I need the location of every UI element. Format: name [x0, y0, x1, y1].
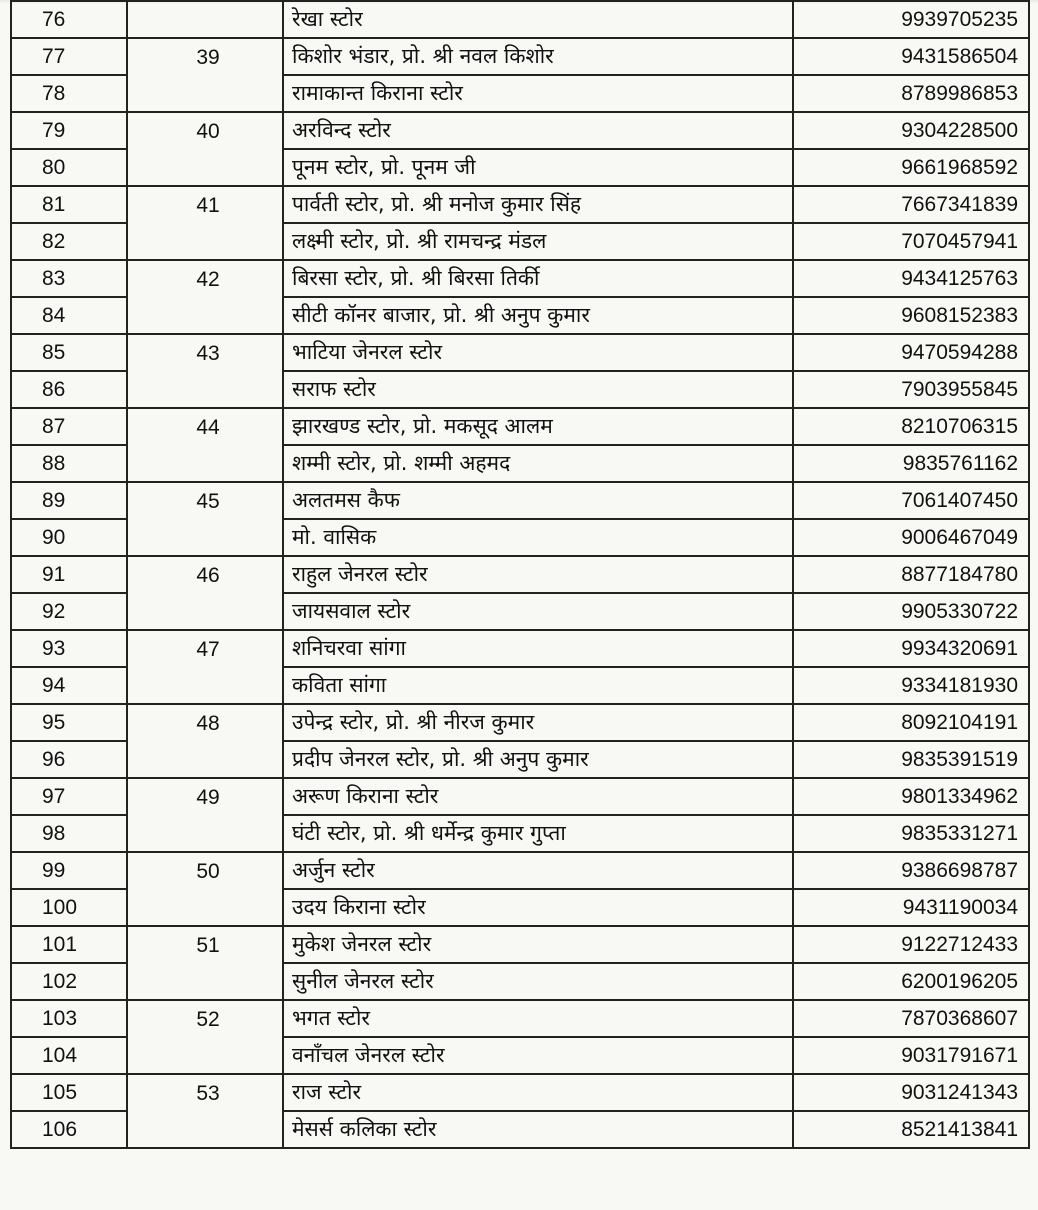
table-row [11, 408, 1029, 445]
serial-number-cell: 76 [11, 1, 127, 38]
store-name-cell: अलतमस कैफ [283, 482, 793, 519]
ward-number-cell [127, 852, 283, 926]
serial-number-cell: 94 [11, 667, 127, 704]
serial-number-cell: 101 [11, 926, 127, 963]
serial-number-cell: 92 [11, 593, 127, 630]
phone-number-cell: 9608152383 [793, 297, 1029, 334]
phone-number-cell: 9122712433 [793, 926, 1029, 963]
table-row [11, 112, 1029, 149]
store-list-table [10, 0, 1030, 1149]
table-row [11, 38, 1029, 75]
phone-number-cell: 9434125763 [793, 260, 1029, 297]
phone-number-cell: 9470594288 [793, 334, 1029, 371]
table-row [11, 260, 1029, 297]
ward-number: 53 [196, 1082, 220, 1105]
phone-number-cell: 6200196205 [793, 963, 1029, 1000]
store-name-cell: जायसवाल स्टोर [283, 593, 793, 630]
phone-number-cell: 8789986853 [793, 75, 1029, 112]
store-name-cell: कविता सांगा [283, 667, 793, 704]
store-name-cell: राहुल जेनरल स्टोर [283, 556, 793, 593]
store-name-cell: भाटिया जेनरल स्टोर [283, 334, 793, 371]
phone-number-cell: 7870368607 [793, 1000, 1029, 1037]
serial-number-cell: 88 [11, 445, 127, 482]
ward-number [128, 2, 282, 10]
ward-number: 47 [196, 638, 220, 661]
phone-number-cell: 9661968592 [793, 149, 1029, 186]
serial-number-cell: 80 [11, 149, 127, 186]
serial-number-cell: 86 [11, 371, 127, 408]
ward-number-cell [127, 1000, 283, 1074]
phone-number-cell: 9006467049 [793, 519, 1029, 556]
store-name-cell: किशोर भंडार, प्रो. श्री नवल किशोर [283, 38, 793, 75]
ward-number: 42 [196, 268, 220, 291]
phone-number-cell: 9835391519 [793, 741, 1029, 778]
table-row [11, 1000, 1029, 1037]
phone-number-cell: 7903955845 [793, 371, 1029, 408]
ward-number-cell [127, 334, 283, 408]
serial-number-cell: 104 [11, 1037, 127, 1074]
serial-number-cell: 100 [11, 889, 127, 926]
table-row [11, 482, 1029, 519]
store-name-cell: अर्जुन स्टोर [283, 852, 793, 889]
ward-number-cell [127, 482, 283, 556]
phone-number-cell: 8521413841 [793, 1111, 1029, 1148]
phone-number-cell: 9934320691 [793, 630, 1029, 667]
store-name-cell: राज स्टोर [283, 1074, 793, 1111]
store-list-body [11, 1, 1029, 1148]
ward-number-cell [127, 112, 283, 186]
phone-number-cell: 8092104191 [793, 704, 1029, 741]
phone-number-cell: 9386698787 [793, 852, 1029, 889]
ward-number: 49 [196, 786, 220, 809]
serial-number-cell: 87 [11, 408, 127, 445]
store-name-cell: लक्ष्मी स्टोर, प्रो. श्री रामचन्द्र मंडल [283, 223, 793, 260]
phone-number-cell: 9031791671 [793, 1037, 1029, 1074]
store-name-cell: शम्मी स्टोर, प्रो. शम्मी अहमद [283, 445, 793, 482]
serial-number-cell: 78 [11, 75, 127, 112]
ward-number: 48 [196, 712, 220, 735]
ward-number: 40 [196, 120, 220, 143]
serial-number-cell: 96 [11, 741, 127, 778]
ward-number-cell [127, 1074, 283, 1148]
ward-number: 43 [196, 342, 220, 365]
ward-number-cell [127, 1, 283, 38]
serial-number-cell: 90 [11, 519, 127, 556]
table-row [11, 186, 1029, 223]
phone-number-cell: 9431190034 [793, 889, 1029, 926]
store-name-cell: घंटी स्टोर, प्रो. श्री धर्मेन्द्र कुमार गुप्ता [283, 815, 793, 852]
store-name-cell: पार्वती स्टोर, प्रो. श्री मनोज कुमार सिंह [283, 186, 793, 223]
ward-number: 52 [196, 1008, 220, 1031]
phone-number-cell: 7061407450 [793, 482, 1029, 519]
serial-number-cell: 85 [11, 334, 127, 371]
store-name-cell: सीटी कॉनर बाजार, प्रो. श्री अनुप कुमार [283, 297, 793, 334]
ward-number-cell [127, 630, 283, 704]
store-name-cell: रामाकान्त किराना स्टोर [283, 75, 793, 112]
store-name-cell: प्रदीप जेनरल स्टोर, प्रो. श्री अनुप कुमार [283, 741, 793, 778]
serial-number-cell: 93 [11, 630, 127, 667]
store-name-cell: सराफ स्टोर [283, 371, 793, 408]
phone-number-cell: 7070457941 [793, 223, 1029, 260]
ward-number-cell [127, 186, 283, 260]
store-name-cell: शनिचरवा सांगा [283, 630, 793, 667]
serial-number-cell: 89 [11, 482, 127, 519]
store-name-cell: पूनम स्टोर, प्रो. पूनम जी [283, 149, 793, 186]
serial-number-cell: 99 [11, 852, 127, 889]
phone-number-cell: 9334181930 [793, 667, 1029, 704]
serial-number-cell: 102 [11, 963, 127, 1000]
phone-number-cell: 8877184780 [793, 556, 1029, 593]
phone-number-cell: 9939705235 [793, 1, 1029, 38]
table-row [11, 630, 1029, 667]
phone-number-cell: 9905330722 [793, 593, 1029, 630]
table-row [11, 1074, 1029, 1111]
serial-number-cell: 79 [11, 112, 127, 149]
ward-number: 46 [196, 564, 220, 587]
serial-number-cell: 84 [11, 297, 127, 334]
table-row [11, 778, 1029, 815]
phone-number-cell: 9031241343 [793, 1074, 1029, 1111]
table-row [11, 556, 1029, 593]
phone-number-cell: 9431586504 [793, 38, 1029, 75]
table-row [11, 852, 1029, 889]
store-name-cell: उदय किराना स्टोर [283, 889, 793, 926]
table-row [11, 926, 1029, 963]
serial-number-cell: 97 [11, 778, 127, 815]
ward-number: 51 [196, 934, 220, 957]
ward-number-cell [127, 556, 283, 630]
store-name-cell: मेसर्स कलिका स्टोर [283, 1111, 793, 1148]
store-name-cell: उपेन्द्र स्टोर, प्रो. श्री नीरज कुमार [283, 704, 793, 741]
store-name-cell: सुनील जेनरल स्टोर [283, 963, 793, 1000]
serial-number-cell: 82 [11, 223, 127, 260]
ward-number: 41 [196, 194, 220, 217]
ward-number-cell [127, 408, 283, 482]
table-row [11, 334, 1029, 371]
ward-number: 44 [196, 416, 220, 439]
phone-number-cell: 9801334962 [793, 778, 1029, 815]
serial-number-cell: 77 [11, 38, 127, 75]
ward-number-cell [127, 704, 283, 778]
ward-number-cell [127, 38, 283, 112]
serial-number-cell: 81 [11, 186, 127, 223]
store-name-cell: बिरसा स्टोर, प्रो. श्री बिरसा तिर्की [283, 260, 793, 297]
serial-number-cell: 106 [11, 1111, 127, 1148]
store-name-cell: रेखा स्टोर [283, 1, 793, 38]
serial-number-cell: 91 [11, 556, 127, 593]
phone-number-cell: 9835761162 [793, 445, 1029, 482]
serial-number-cell: 95 [11, 704, 127, 741]
ward-number-cell [127, 260, 283, 334]
ward-number-cell [127, 926, 283, 1000]
ward-number: 45 [196, 490, 220, 513]
store-name-cell: वनाँचल जेनरल स्टोर [283, 1037, 793, 1074]
ward-number: 39 [196, 46, 220, 69]
phone-number-cell: 9835331271 [793, 815, 1029, 852]
phone-number-cell: 9304228500 [793, 112, 1029, 149]
phone-number-cell: 7667341839 [793, 186, 1029, 223]
store-name-cell: भगत स्टोर [283, 1000, 793, 1037]
serial-number-cell: 103 [11, 1000, 127, 1037]
ward-number: 50 [196, 860, 220, 883]
store-name-cell: अरविन्द स्टोर [283, 112, 793, 149]
serial-number-cell: 98 [11, 815, 127, 852]
table-row [11, 1, 1029, 38]
serial-number-cell: 105 [11, 1074, 127, 1111]
serial-number-cell: 83 [11, 260, 127, 297]
store-name-cell: मो. वासिक [283, 519, 793, 556]
store-name-cell: झारखण्ड स्टोर, प्रो. मकसूद आलम [283, 408, 793, 445]
store-name-cell: अरूण किराना स्टोर [283, 778, 793, 815]
phone-number-cell: 8210706315 [793, 408, 1029, 445]
store-name-cell: मुकेश जेनरल स्टोर [283, 926, 793, 963]
table-row [11, 704, 1029, 741]
ward-number-cell [127, 778, 283, 852]
